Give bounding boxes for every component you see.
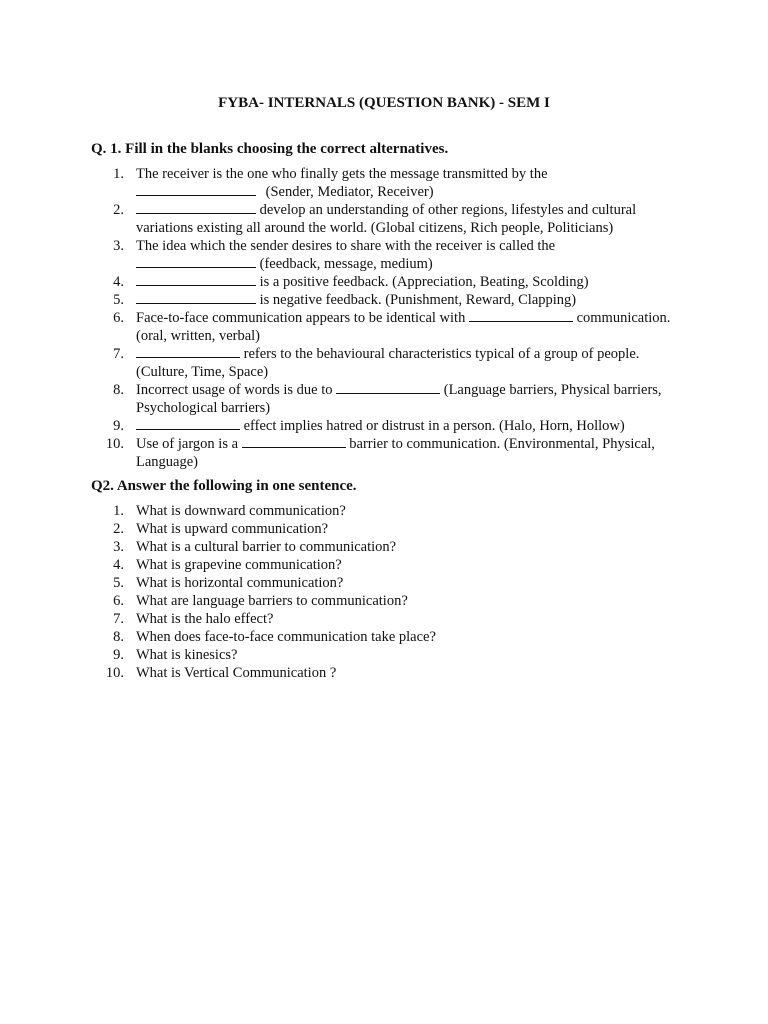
- fill-blank-item-9: [0, 417, 680, 435]
- answer-blank: [469, 309, 573, 322]
- fill-blank-item-5: [0, 291, 680, 309]
- answer-blank: [136, 417, 240, 430]
- item-number: 7.: [113, 346, 124, 362]
- question-item-2: [0, 520, 636, 538]
- item-text-before: Face-to-face communication appears to be identical with: [136, 310, 469, 326]
- question-item-10: [0, 664, 636, 682]
- question-item-9: [0, 646, 636, 664]
- section-1-question-list: [0, 165, 700, 471]
- fill-blank-item-3: [0, 237, 680, 273]
- question-item-6: [0, 592, 636, 610]
- item-text-after: (Language barriers, Physical barriers, Psychological barriers): [136, 382, 662, 416]
- item-text-after: refers to the behavioural characteristics typical of a group of people. (Culture, Time, Space): [136, 346, 640, 380]
- item-text-before: The receiver is the one who finally gets the message transmitted by the: [136, 166, 548, 182]
- item-number: 4.: [113, 274, 124, 290]
- answer-blank: [136, 201, 256, 214]
- question-text: What is a cultural barrier to communication?: [136, 539, 397, 555]
- item-number: 4.: [113, 557, 124, 573]
- item-text-before: The idea which the sender desires to share with the receiver is called the: [136, 238, 556, 254]
- item-number: 6.: [113, 310, 124, 326]
- item-number: 8.: [113, 629, 124, 645]
- question-item-7: [0, 610, 636, 628]
- item-text-after: develop an understanding of other regions, lifestyles and cultural variations existing all around the world. (Global citizens, Rich people, Politicians): [136, 202, 637, 236]
- question-item-8: [0, 628, 636, 646]
- question-text: What is upward communication?: [136, 521, 329, 537]
- item-number: 10.: [105, 665, 124, 681]
- item-number: 9.: [113, 647, 124, 663]
- item-number: 3.: [113, 238, 124, 254]
- question-item-4: [0, 556, 636, 574]
- item-text-after: effect implies hatred or distrust in a person. (Halo, Horn, Hollow): [240, 418, 625, 434]
- question-item-5: [0, 574, 636, 592]
- question-text: What is the halo effect?: [136, 611, 274, 627]
- item-number: 6.: [113, 593, 124, 609]
- item-text-after: is a positive feedback. (Appreciation, Beating, Scolding): [256, 274, 589, 290]
- item-text-after: (feedback, message, medium): [256, 256, 433, 272]
- fill-blank-item-1: [0, 165, 680, 201]
- question-text: What is downward communication?: [136, 503, 346, 519]
- question-item-3: [0, 538, 636, 556]
- item-number: 2.: [113, 521, 124, 537]
- fill-blank-item-8: [0, 381, 680, 417]
- section-2-question-list: [0, 502, 700, 682]
- item-text-after: (Sender, Mediator, Receiver): [262, 184, 434, 200]
- item-number: 5.: [113, 575, 124, 591]
- answer-blank: [136, 255, 256, 268]
- fill-blank-item-7: [0, 345, 680, 381]
- question-text: What is horizontal communication?: [136, 575, 344, 591]
- answer-blank: [136, 183, 256, 196]
- item-text-after: is negative feedback. (Punishment, Reward, Clapping): [256, 292, 577, 308]
- item-number: 8.: [113, 382, 124, 398]
- item-text-before: Incorrect usage of words is due to: [136, 382, 337, 398]
- item-text-before: Use of jargon is a: [136, 436, 242, 452]
- answer-blank: [242, 435, 346, 448]
- item-text-after: barrier to communication. (Environmental, Physical, Language): [136, 436, 655, 470]
- fill-blank-item-10: [0, 435, 680, 471]
- question-text: What are language barriers to communication?: [136, 593, 408, 609]
- answer-blank: [336, 381, 440, 394]
- item-number: 2.: [113, 202, 124, 218]
- section-2-heading: Q2. Answer the following in one sentence.: [91, 478, 357, 494]
- answer-blank: [136, 345, 240, 358]
- item-number: 7.: [113, 611, 124, 627]
- question-text: What is Vertical Communication ?: [136, 665, 337, 681]
- item-number: 5.: [113, 292, 124, 308]
- item-number: 1.: [113, 166, 124, 182]
- fill-blank-item-4: [0, 273, 680, 291]
- answer-blank: [136, 291, 256, 304]
- section-1-heading: Q. 1. Fill in the blanks choosing the correct alternatives.: [91, 141, 449, 157]
- document-title: FYBA- INTERNALS (QUESTION BANK) - SEM I: [218, 95, 550, 111]
- question-text: When does face-to-face communication take place?: [136, 629, 436, 645]
- fill-blank-item-6: [0, 309, 680, 345]
- fill-blank-item-2: [0, 201, 680, 237]
- answer-blank: [136, 273, 256, 286]
- item-number: 1.: [113, 503, 124, 519]
- item-number: 10.: [105, 436, 124, 452]
- item-number: 9.: [113, 418, 124, 434]
- question-item-1: [0, 502, 636, 520]
- question-text: What is kinesics?: [136, 647, 238, 663]
- question-text: What is grapevine communication?: [136, 557, 342, 573]
- item-text-after: communication. (oral, written, verbal): [136, 310, 671, 344]
- item-number: 3.: [113, 539, 124, 555]
